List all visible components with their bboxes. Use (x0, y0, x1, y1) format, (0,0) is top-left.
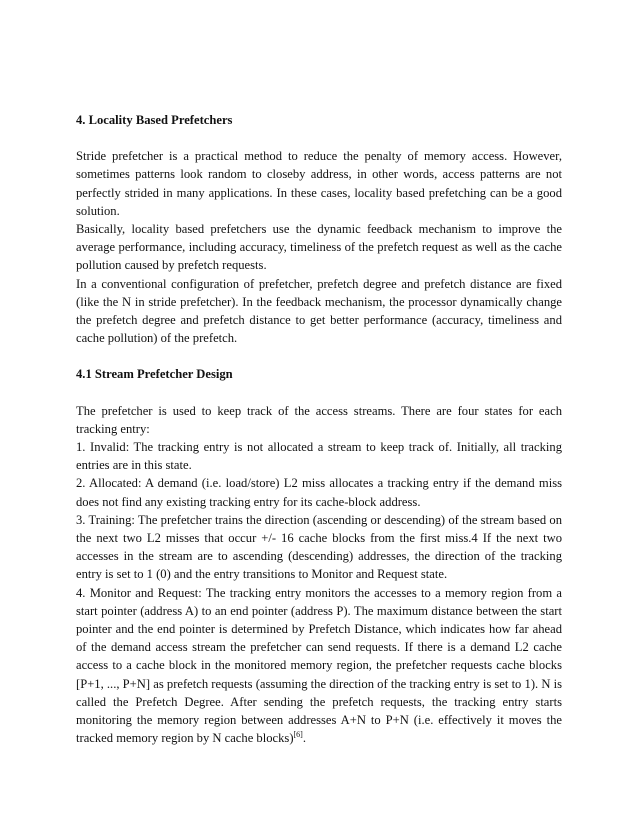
section-heading-stream-prefetcher: 4.1 Stream Prefetcher Design (76, 367, 233, 382)
section-heading-locality-prefetchers: 4. Locality Based Prefetchers (76, 113, 233, 127)
citation-reference: [6] (293, 730, 303, 740)
list-item-invalid-state: 1. Invalid: The tracking entry is not allocated a stream to keep track of. Initially, all tracking entries are in this state. (76, 440, 562, 473)
list-item-allocated-state: 2. Allocated: A demand (i.e. load/store) L2 miss allocates a tracking entry if the demand miss does not find any existing tracking entry for its cache-block address. (76, 476, 562, 509)
paragraph-stream-intro: The prefetcher is used to keep track of the access streams. There are four states for each tracking entry: (76, 403, 562, 436)
monitor-request-text: 4. Monitor and Request: The tracking entry monitors the accesses to a memory region from a start pointer (address A) to an end pointer (address P). The maximum distance between the start pointer and the end pointer is determined by Prefetch Distance, which indicates how far ahead of the demand access stream the prefetcher can send requests. If there is a demand L2 cache access to a cache block in the monitored memory region, the prefetcher requests cache blocks [P+1, ..., P+N] as prefetch requests (assuming the direction of the tracking entry is set to 1). N is called the Prefetch Degree. After sending the prefetch requests, the tracking entry starts monitoring the memory region between addresses A+N to P+N (i.e. effectively it moves the tracked memory region by N cache blocks) (76, 585, 562, 746)
paragraph-conventional-config: In a conventional configuration of prefetcher, prefetch degree and prefetch distance are fixed (like the N in stride prefetcher). In the feedback mechanism, the processor dynamically change the prefetch degree and prefetch distance to get better performance (accuracy, timeliness and cache pollution) of the prefetch. (76, 276, 562, 346)
paragraph-feedback-mechanism: Basically, locality based prefetchers use the dynamic feedback mechanism to improve the average performance, including accuracy, timeliness of the prefetch request as well as the cache pollution caused by prefetch requests. (76, 222, 562, 273)
list-item-training-state: 3. Training: The prefetcher trains the direction (ascending or descending) of the stream based on the next two L2 misses that occur +/- 16 cache blocks from the first miss.4 If the next two accesses in the stream are to ascending (descending) addresses, the direction of the tracking entry is set to 1 (0) and the entry transitions to Monitor and Request state. (76, 512, 562, 582)
end-punctuation: . (302, 731, 306, 746)
document-page (76, 111, 562, 748)
paragraph-stride-intro: Stride prefetcher is a practical method to reduce the penalty of memory access. However, sometimes patterns look random to closeby address, in other words, access patterns are not perfectly strided in many applications. In these cases, locality based prefetching can be a good solution. (76, 149, 562, 218)
list-item-monitor-request-state (76, 584, 562, 748)
